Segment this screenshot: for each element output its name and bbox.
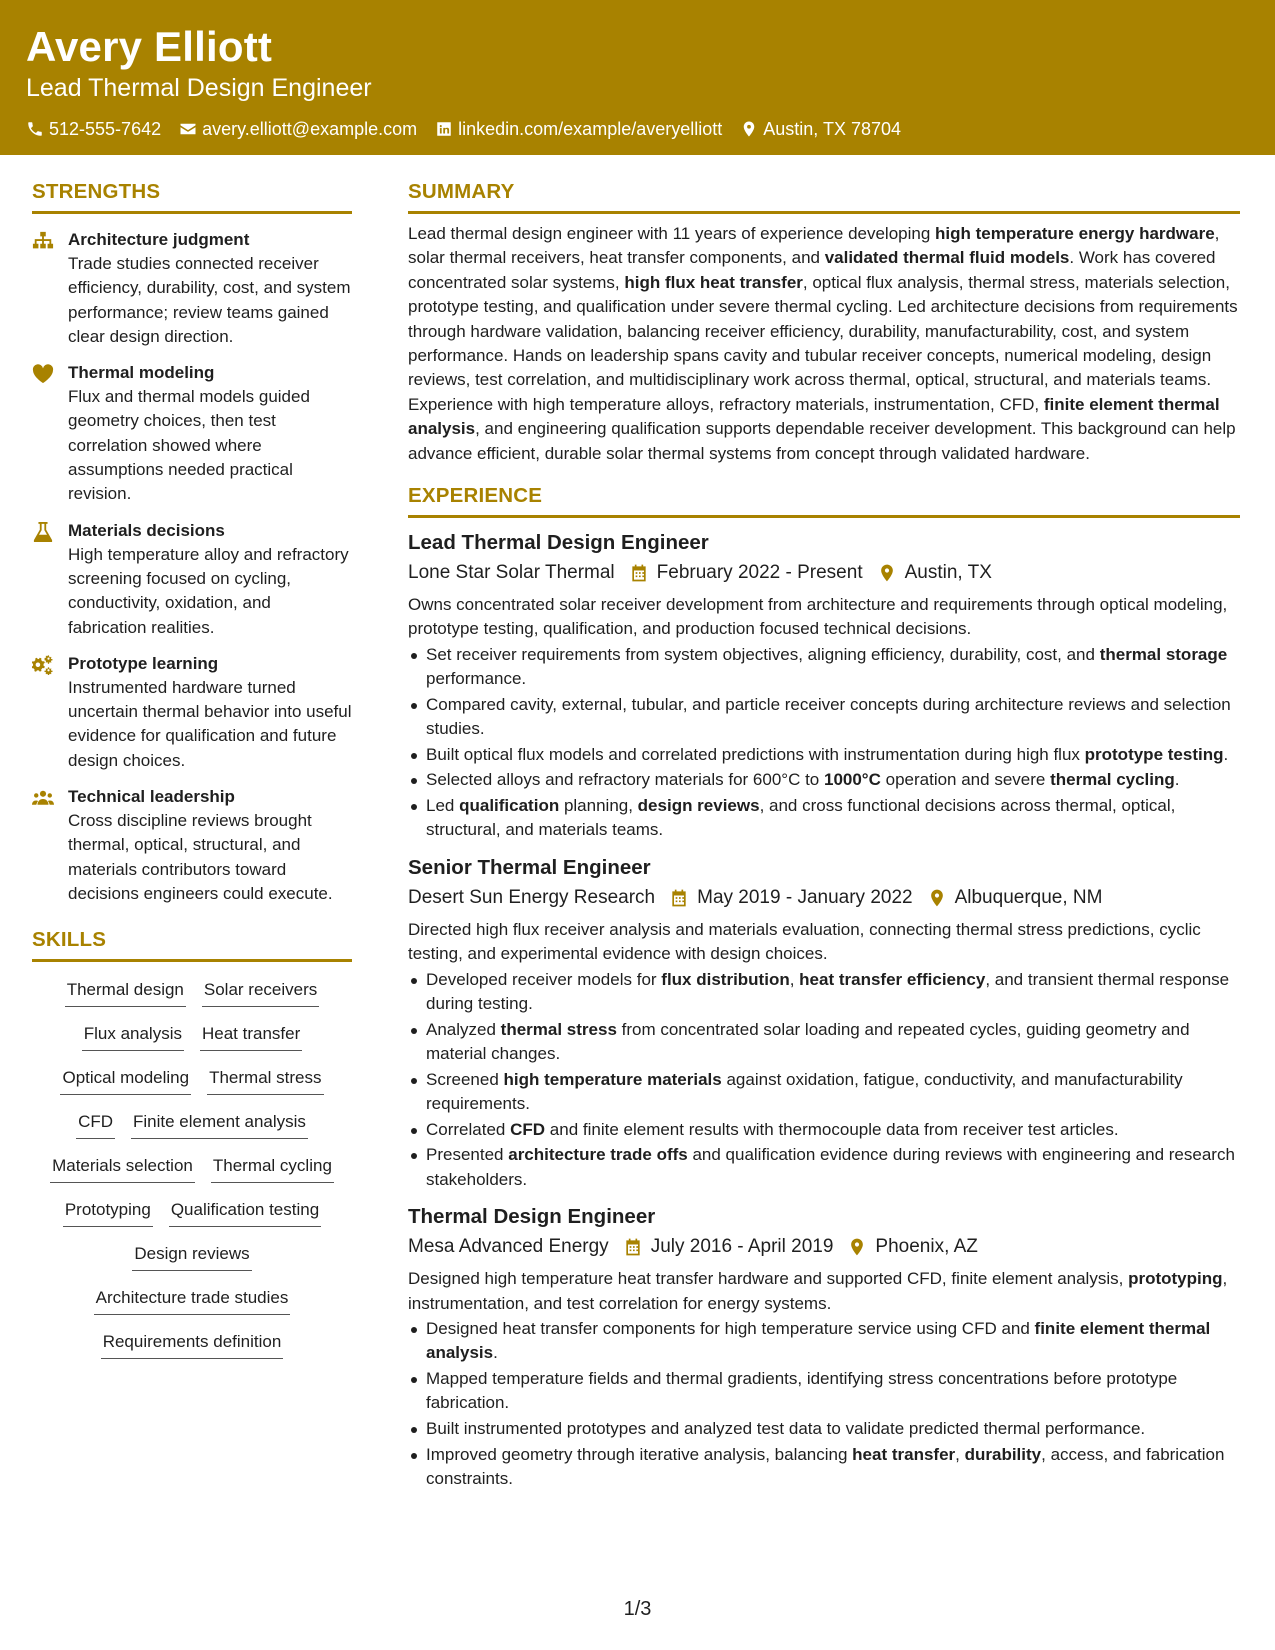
company-name: Lone Star Solar Thermal — [408, 562, 615, 584]
strength-description: Flux and thermal models guided geometry choices, then test correlation showed where assumptions needed practical revision. — [68, 387, 310, 504]
bullet-item — [408, 1018, 1240, 1067]
job-entry — [408, 528, 1240, 843]
envelope-icon — [179, 120, 197, 138]
contact-location — [740, 117, 901, 141]
calendar-icon — [623, 1237, 643, 1257]
resume-header — [0, 0, 1275, 155]
bullet-item — [408, 794, 1240, 843]
bullet-item — [408, 1118, 1240, 1142]
job-meta — [408, 1233, 1240, 1261]
job-bullets — [408, 1317, 1240, 1491]
contact-linkedin[interactable] — [435, 117, 722, 141]
job-dates: February 2022 - Present — [656, 562, 863, 584]
summary-heading: SUMMARY — [408, 178, 1240, 214]
text-segment: Built optical flux models and correlated predictions with instrumentation during high flux — [426, 744, 1085, 764]
job-meta — [408, 559, 1240, 587]
text-segment: Screened — [426, 1069, 504, 1089]
job-bullets — [408, 643, 1240, 843]
phone-text: 512-555-7642 — [49, 119, 162, 139]
strength-item — [32, 361, 352, 506]
text-segment: , instrumentation, and test correlation for energy systems. — [408, 1269, 1228, 1313]
text-segment: Improved geometry through iterative analysis, balancing — [426, 1444, 853, 1464]
job-location: Phoenix, AZ — [875, 1236, 978, 1258]
text-segment: . — [1223, 744, 1229, 764]
skill-tag: Thermal stress — [207, 1066, 323, 1095]
calendar-icon — [629, 563, 649, 583]
job-location: Austin, TX — [904, 562, 992, 584]
text-segment: and finite element results with thermocouple data from receiver test articles. — [545, 1119, 1119, 1139]
contact-email[interactable] — [179, 117, 417, 141]
map-pin-icon — [847, 1237, 867, 1257]
skills-heading: SKILLS — [32, 926, 352, 962]
text-segment: operation and severe — [880, 770, 1051, 790]
job-dates: July 2016 - April 2019 — [650, 1236, 834, 1258]
bold-phrase: CFD — [510, 1119, 546, 1139]
company-name: Desert Sun Energy Research — [408, 886, 656, 908]
strength-item — [32, 228, 352, 349]
skill-tag: Design reviews — [132, 1242, 251, 1271]
bold-phrase: architecture trade offs — [508, 1145, 688, 1165]
job-meta — [408, 884, 1240, 912]
strength-item — [32, 785, 352, 906]
email-text: avery.elliott@example.com — [202, 119, 418, 139]
skill-tag: Flux analysis — [82, 1022, 184, 1051]
flask-icon — [32, 522, 54, 542]
map-pin-icon — [927, 888, 947, 908]
text-segment: Selected alloys and refractory materials for 600°C to — [426, 770, 824, 790]
bold-phrase: high temperature energy hardware — [935, 224, 1215, 243]
bullet-item — [408, 743, 1240, 767]
summary-text — [408, 222, 1240, 466]
strength-title: Prototype learning — [68, 653, 219, 673]
text-segment: performance. — [426, 669, 527, 689]
bullet-item — [408, 1143, 1240, 1192]
linkedin-text: linkedin.com/example/averyelliott — [458, 119, 723, 139]
skill-tag: Requirements definition — [101, 1330, 284, 1359]
map-pin-icon — [740, 120, 758, 138]
job-title: Thermal Design Engineer — [408, 1205, 656, 1229]
text-segment: Set receiver requirements from system objectives, aligning efficiency, durability, cost, and — [426, 644, 1100, 664]
job-entry — [408, 1202, 1240, 1491]
bullet-item — [408, 1417, 1240, 1441]
bold-phrase: durability — [964, 1444, 1042, 1464]
text-segment: . Work has covered concentrated solar systems, — [408, 248, 1216, 292]
text-segment: Directed high flux receiver analysis and materials evaluation, connecting thermal stress predictions, cyclic testing, and experimental evidence with design choices. — [408, 919, 1201, 964]
text-segment: , access, and fabrication constraints. — [426, 1444, 1225, 1488]
bullet-item — [408, 1367, 1240, 1416]
job-description — [408, 593, 1240, 642]
skill-tag: Finite element analysis — [131, 1110, 308, 1139]
job-title: Senior Thermal Engineer — [408, 855, 651, 879]
skill-tag: Prototyping — [63, 1198, 153, 1227]
job-title: Lead Thermal Design Engineer — [408, 531, 709, 555]
skill-tag: Qualification testing — [169, 1198, 321, 1227]
job-dates: May 2019 - January 2022 — [697, 886, 913, 908]
bullet-item — [408, 768, 1240, 792]
bullet-item — [408, 968, 1240, 1017]
text-segment: Owns concentrated solar receiver development from architecture and requirements through optical modeling, prototype testing, qualification, and production focused technical decisions. — [408, 595, 1228, 639]
strength-description: High temperature alloy and refractory screening focused on cycling, conductivity, oxidation, and fabrication realities. — [68, 544, 349, 637]
bullet-item — [408, 1068, 1240, 1117]
skill-tag: Heat transfer — [200, 1022, 302, 1051]
strength-item — [32, 519, 352, 640]
bold-phrase: prototyping — [1128, 1269, 1223, 1289]
text-segment: planning, — [559, 796, 638, 816]
text-segment: . — [1174, 770, 1180, 790]
candidate-headline: Lead Thermal Design Engineer — [26, 74, 372, 102]
phone-icon — [26, 120, 44, 138]
strength-title: Architecture judgment — [68, 230, 250, 249]
bold-phrase: prototype testing — [1084, 744, 1224, 764]
bold-phrase: qualification — [459, 796, 560, 816]
sitemap-icon — [32, 231, 54, 251]
bold-phrase: design reviews — [637, 796, 760, 816]
skill-tag: Solar receivers — [202, 978, 319, 1007]
strength-item — [32, 652, 352, 773]
text-segment: Mapped temperature fields and thermal gradients, identifying stress concentrations before prototype fabrication. — [426, 1368, 1178, 1413]
strength-description: Cross discipline reviews brought thermal, optical, structural, and materials contributors toward decisions engineers could execute. — [68, 811, 333, 903]
candidate-name: Avery Elliott — [26, 23, 273, 70]
job-entry — [408, 853, 1240, 1192]
text-segment: Built instrumented prototypes and analyzed test data to validate predicted thermal performance. — [426, 1418, 1146, 1438]
strength-description: Trade studies connected receiver efficiency, durability, cost, and system performance; review teams gained clear design direction. — [68, 254, 351, 346]
linkedin-icon — [435, 120, 453, 138]
text-segment: . — [493, 1343, 498, 1363]
text-segment: against oxidation, fatigue, conductivity, and manufacturability requirements. — [426, 1069, 1183, 1114]
text-segment: Correlated — [426, 1119, 511, 1139]
strength-title: Technical leadership — [68, 787, 235, 807]
bullet-item — [408, 643, 1240, 692]
job-bullets — [408, 968, 1240, 1192]
bold-phrase: thermal storage — [1099, 644, 1228, 664]
skill-tag: Materials selection — [50, 1154, 195, 1183]
users-icon — [32, 788, 54, 808]
text-segment: , — [789, 969, 800, 989]
text-segment: , and engineering qualification supports dependable receiver development. This background can help advance efficient, durable solar thermal systems from concept through validated hardware. — [408, 419, 1236, 463]
contact-bar — [26, 117, 1249, 141]
bold-phrase: thermal stress — [500, 1019, 617, 1039]
bold-phrase: finite element thermal analysis — [408, 394, 1220, 439]
skill-tag: Optical modeling — [60, 1066, 191, 1095]
bold-phrase: flux distribution — [661, 969, 790, 989]
strengths-heading: STRENGTHS — [32, 178, 352, 214]
skills-list — [32, 972, 352, 1368]
bold-phrase: high flux heat transfer — [624, 272, 803, 292]
experience-heading: EXPERIENCE — [408, 482, 1240, 518]
skill-tag: Thermal design — [65, 978, 186, 1007]
text-segment: from concentrated solar loading and repeated cycles, guiding geometry and material changes. — [426, 1019, 1190, 1064]
job-description — [408, 918, 1240, 967]
heart-icon — [32, 364, 54, 384]
text-segment: , solar thermal receivers, heat transfer components, and — [408, 224, 1220, 268]
strength-description: Instrumented hardware turned uncertain thermal behavior into useful evidence for qualification and future design choices. — [68, 677, 352, 770]
left-column — [32, 178, 352, 1368]
bullet-item — [408, 693, 1240, 742]
job-description — [408, 1267, 1240, 1316]
bullet-item — [408, 1317, 1240, 1366]
bold-phrase: thermal cycling — [1050, 770, 1175, 790]
text-segment: , optical flux analysis, thermal stress, materials selection, prototype testing, and qualification under severe thermal cycling. Led architecture decisions from requirements through hardware validation, balancing receiver efficiency, durability, manufacturability, cost, and system performance. Hands on leadership spans cavity and tubular receiver concepts, numerical modeling, design reviews, test correlation, and multidisciplinary work across thermal, optical, structural, and materials teams. Experience with high temperature alloys, refractory materials, instrumentation, CFD, — [408, 272, 1238, 414]
bold-phrase: validated thermal fluid models — [824, 248, 1070, 268]
text-segment: Compared cavity, external, tubular, and particle receiver concepts during architecture reviews and selection studies. — [426, 694, 1231, 739]
location-text: Austin, TX 78704 — [763, 119, 902, 139]
text-segment: Lead thermal design engineer with 11 years of experience developing — [408, 224, 936, 243]
bold-phrase: finite element thermal analysis — [426, 1318, 1211, 1363]
text-segment: and qualification evidence during reviews with engineering and research stakeholders. — [426, 1145, 1235, 1189]
text-segment: Designed high temperature heat transfer hardware and supported CFD, finite element analysis, — [408, 1269, 1129, 1289]
bold-phrase: 1000°C — [823, 770, 881, 790]
bold-phrase: high temperature materials — [503, 1069, 722, 1089]
text-segment: Led — [426, 796, 460, 816]
text-segment: Designed heat transfer components for high temperature service using CFD and — [426, 1318, 1035, 1338]
strength-title: Thermal modeling — [68, 363, 215, 383]
strength-title: Materials decisions — [68, 520, 225, 540]
text-segment: , and cross functional decisions across thermal, optical, structural, and materials teams. — [426, 796, 1176, 840]
skill-tag: Thermal cycling — [211, 1154, 334, 1183]
page-number: 1/3 — [623, 1598, 652, 1620]
text-segment: , and transient thermal response during testing. — [426, 969, 1230, 1014]
text-segment: , — [955, 1444, 965, 1464]
calendar-icon — [669, 888, 689, 908]
bold-phrase: heat transfer — [852, 1444, 956, 1464]
text-segment: Analyzed — [426, 1019, 501, 1039]
skill-tag: CFD — [76, 1110, 115, 1139]
contact-phone[interactable] — [26, 117, 161, 141]
jobs-list — [408, 528, 1240, 1491]
map-pin-icon — [877, 563, 897, 583]
strengths-list — [32, 228, 352, 906]
job-location: Albuquerque, NM — [954, 886, 1103, 908]
text-segment: Developed receiver models for — [426, 969, 662, 989]
text-segment: Presented — [426, 1145, 509, 1165]
company-name: Mesa Advanced Energy — [408, 1236, 609, 1258]
right-column — [408, 178, 1240, 1493]
gears-icon — [32, 655, 54, 675]
bullet-item — [408, 1443, 1240, 1492]
skill-tag: Architecture trade studies — [94, 1286, 291, 1315]
bold-phrase: heat transfer efficiency — [799, 969, 986, 989]
